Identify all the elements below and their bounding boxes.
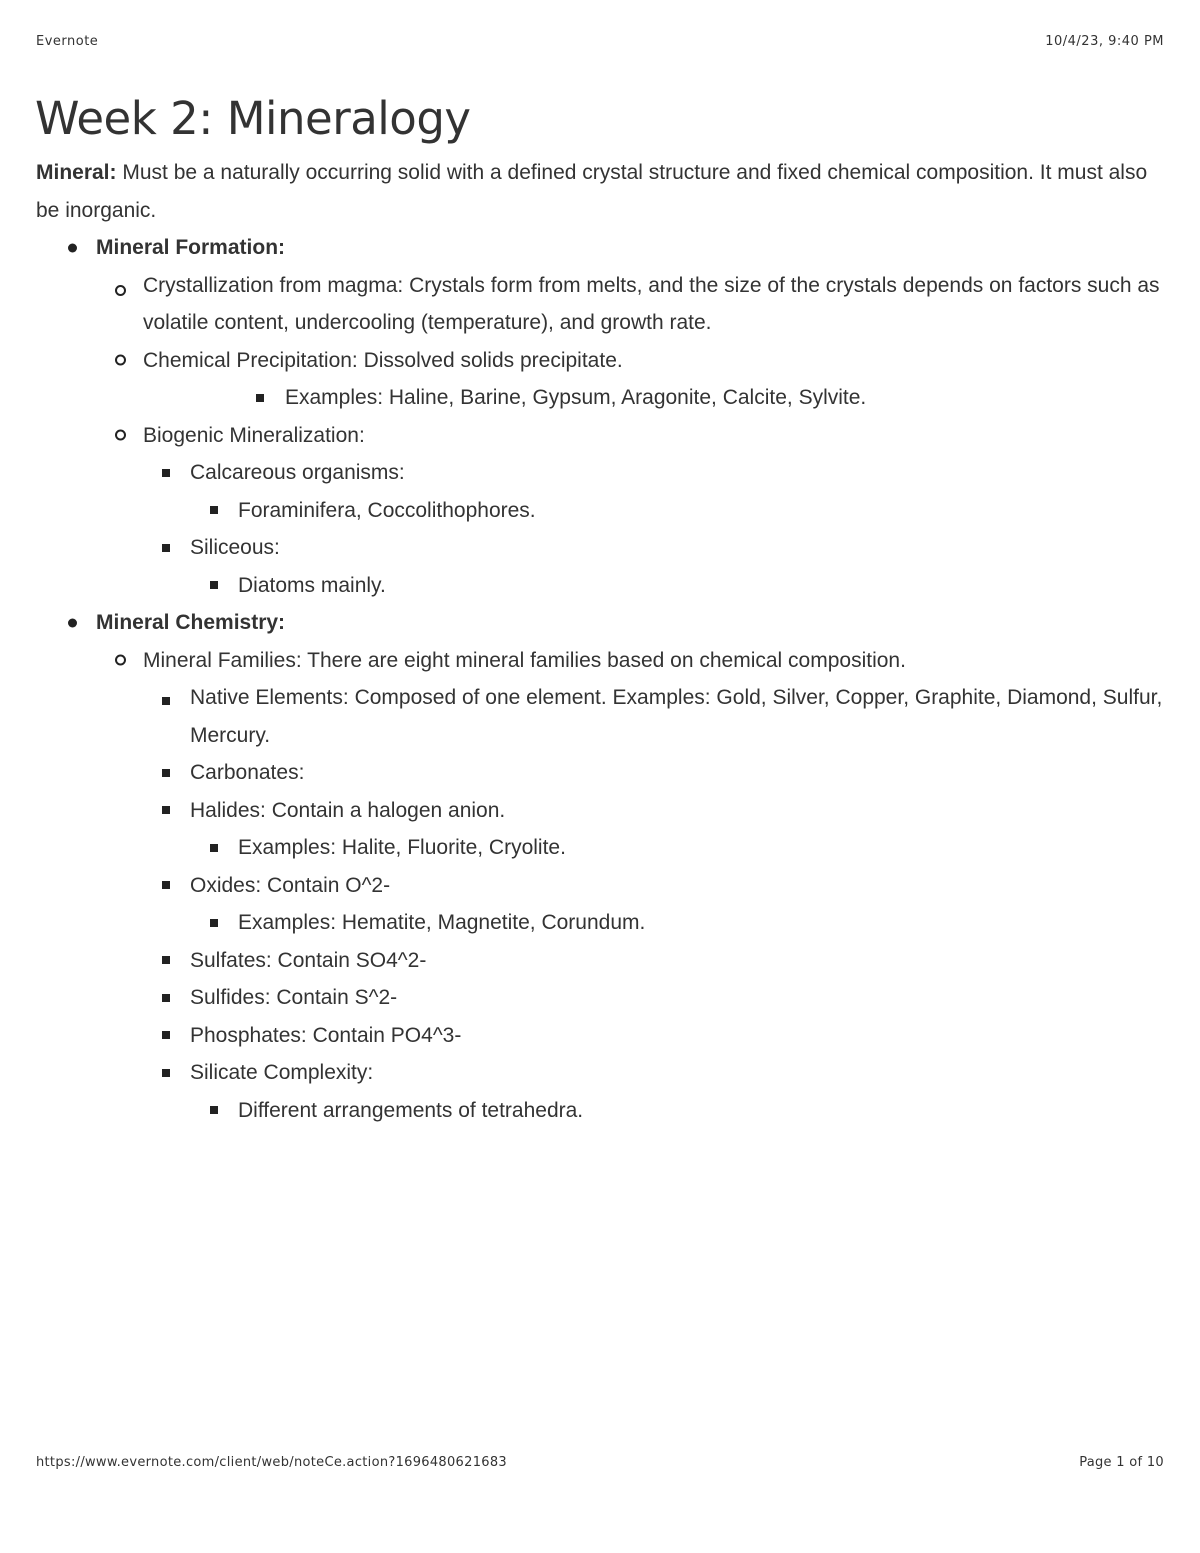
bullet-circle-icon <box>115 285 126 296</box>
item-native: Native Elements: Composed of one element. Examples: Gold, Silver, Copper, Graphite, Diamond, Sulfur, Mercury. <box>190 686 1163 747</box>
item-calcareous: Calcareous organisms: <box>190 461 405 484</box>
print-datetime: 10/4/23, 9:40 PM <box>1045 34 1164 49</box>
list-item <box>36 417 1166 455</box>
list-item <box>36 1017 1166 1055</box>
item-sulfates: Sulfates: Contain SO4^2- <box>190 948 427 972</box>
intro-text: Must be a naturally occurring solid with a defined crystal structure and fixed chemical composition. It must also be inorganic. <box>36 161 1148 222</box>
list-item <box>36 642 1166 680</box>
item-crystallization: Crystallization from magma: Crystals form from melts, and the size of the crystals depends on factors such as volatile content, undercooling (temperature), and growth rate. <box>143 273 1160 334</box>
item-halides: Halides: Contain a halogen anion. <box>190 798 506 822</box>
item-biogenic: Biogenic Mineralization: <box>143 423 365 447</box>
item-families: Mineral Families: There are eight mineral families based on chemical composition. <box>143 648 906 672</box>
item-carbonates: Carbonates: <box>190 761 305 784</box>
bullet-circle-icon <box>115 655 126 666</box>
note-title: Week 2: Mineralogy <box>35 92 471 145</box>
list-item <box>36 379 1166 417</box>
list-item <box>36 1054 1166 1092</box>
list-item <box>36 492 1166 530</box>
item-sulfides: Sulfides: Contain S^2- <box>190 986 398 1009</box>
bullet-square-icon <box>162 956 170 964</box>
list-item <box>36 829 1166 867</box>
item-halides-examples: Examples: Halite, Fluorite, Cryolite. <box>238 836 566 859</box>
list-item <box>36 454 1166 492</box>
bullet-square-icon <box>210 506 218 514</box>
page-number: Page 1 of 10 <box>1079 1455 1164 1470</box>
bullet-square-icon <box>162 1031 170 1039</box>
bullet-circle-icon <box>115 430 126 441</box>
bullet-circle-icon <box>115 355 126 366</box>
bullet-square-icon <box>162 544 170 552</box>
bullet-square-icon <box>162 469 170 477</box>
list-item <box>36 942 1166 980</box>
list-item <box>36 867 1166 905</box>
list-item <box>36 679 1166 754</box>
bullet-disc-icon <box>68 618 77 627</box>
item-precip-examples: Examples: Haline, Barine, Gypsum, Aragonite, Calcite, Sylvite. <box>285 386 867 409</box>
list-item <box>36 1092 1166 1130</box>
item-formation: Mineral Formation: <box>96 236 286 259</box>
bullet-square-icon <box>256 394 264 402</box>
item-silicate-detail: Different arrangements of tetrahedra. <box>238 1098 584 1122</box>
list-item <box>36 267 1166 342</box>
item-calcareous-examples: Foraminifera, Coccolithophores. <box>238 498 536 522</box>
footer-url: https://www.evernote.com/client/web/noteCe.action?1696480621683 <box>36 1455 507 1470</box>
item-phosphates: Phosphates: Contain PO4^3- <box>190 1023 462 1047</box>
bullet-square-icon <box>162 697 170 705</box>
item-oxides-examples: Examples: Hematite, Magnetite, Corundum. <box>238 911 646 934</box>
list-item <box>36 567 1166 605</box>
list-item <box>36 529 1166 567</box>
bullet-disc-icon <box>68 243 77 252</box>
bullet-square-icon <box>210 919 218 927</box>
list-item <box>36 604 1166 642</box>
list-item <box>36 229 1166 267</box>
bullet-square-icon <box>210 1106 218 1114</box>
list-item <box>36 754 1166 792</box>
bullet-square-icon <box>210 581 218 589</box>
list-item <box>36 979 1166 1017</box>
item-silicate: Silicate Complexity: <box>190 1061 374 1084</box>
item-oxides: Oxides: Contain O^2- <box>190 873 391 897</box>
list-item <box>36 904 1166 942</box>
intro-paragraph <box>36 154 1166 229</box>
note-body <box>36 154 1166 1129</box>
list-item <box>36 792 1166 830</box>
item-siliceous: Siliceous: <box>190 536 280 559</box>
item-siliceous-examples: Diatoms mainly. <box>238 573 386 597</box>
item-precipitation: Chemical Precipitation: Dissolved solids precipitate. <box>143 348 623 372</box>
list-item <box>36 342 1166 380</box>
bullet-square-icon <box>162 881 170 889</box>
bullet-square-icon <box>162 1069 170 1077</box>
bullet-square-icon <box>162 994 170 1002</box>
app-name: Evernote <box>36 34 99 49</box>
bullet-square-icon <box>162 806 170 814</box>
item-chemistry: Mineral Chemistry: <box>96 611 286 634</box>
bullet-square-icon <box>210 844 218 852</box>
intro-label: Mineral: <box>36 161 117 184</box>
bullet-square-icon <box>162 769 170 777</box>
